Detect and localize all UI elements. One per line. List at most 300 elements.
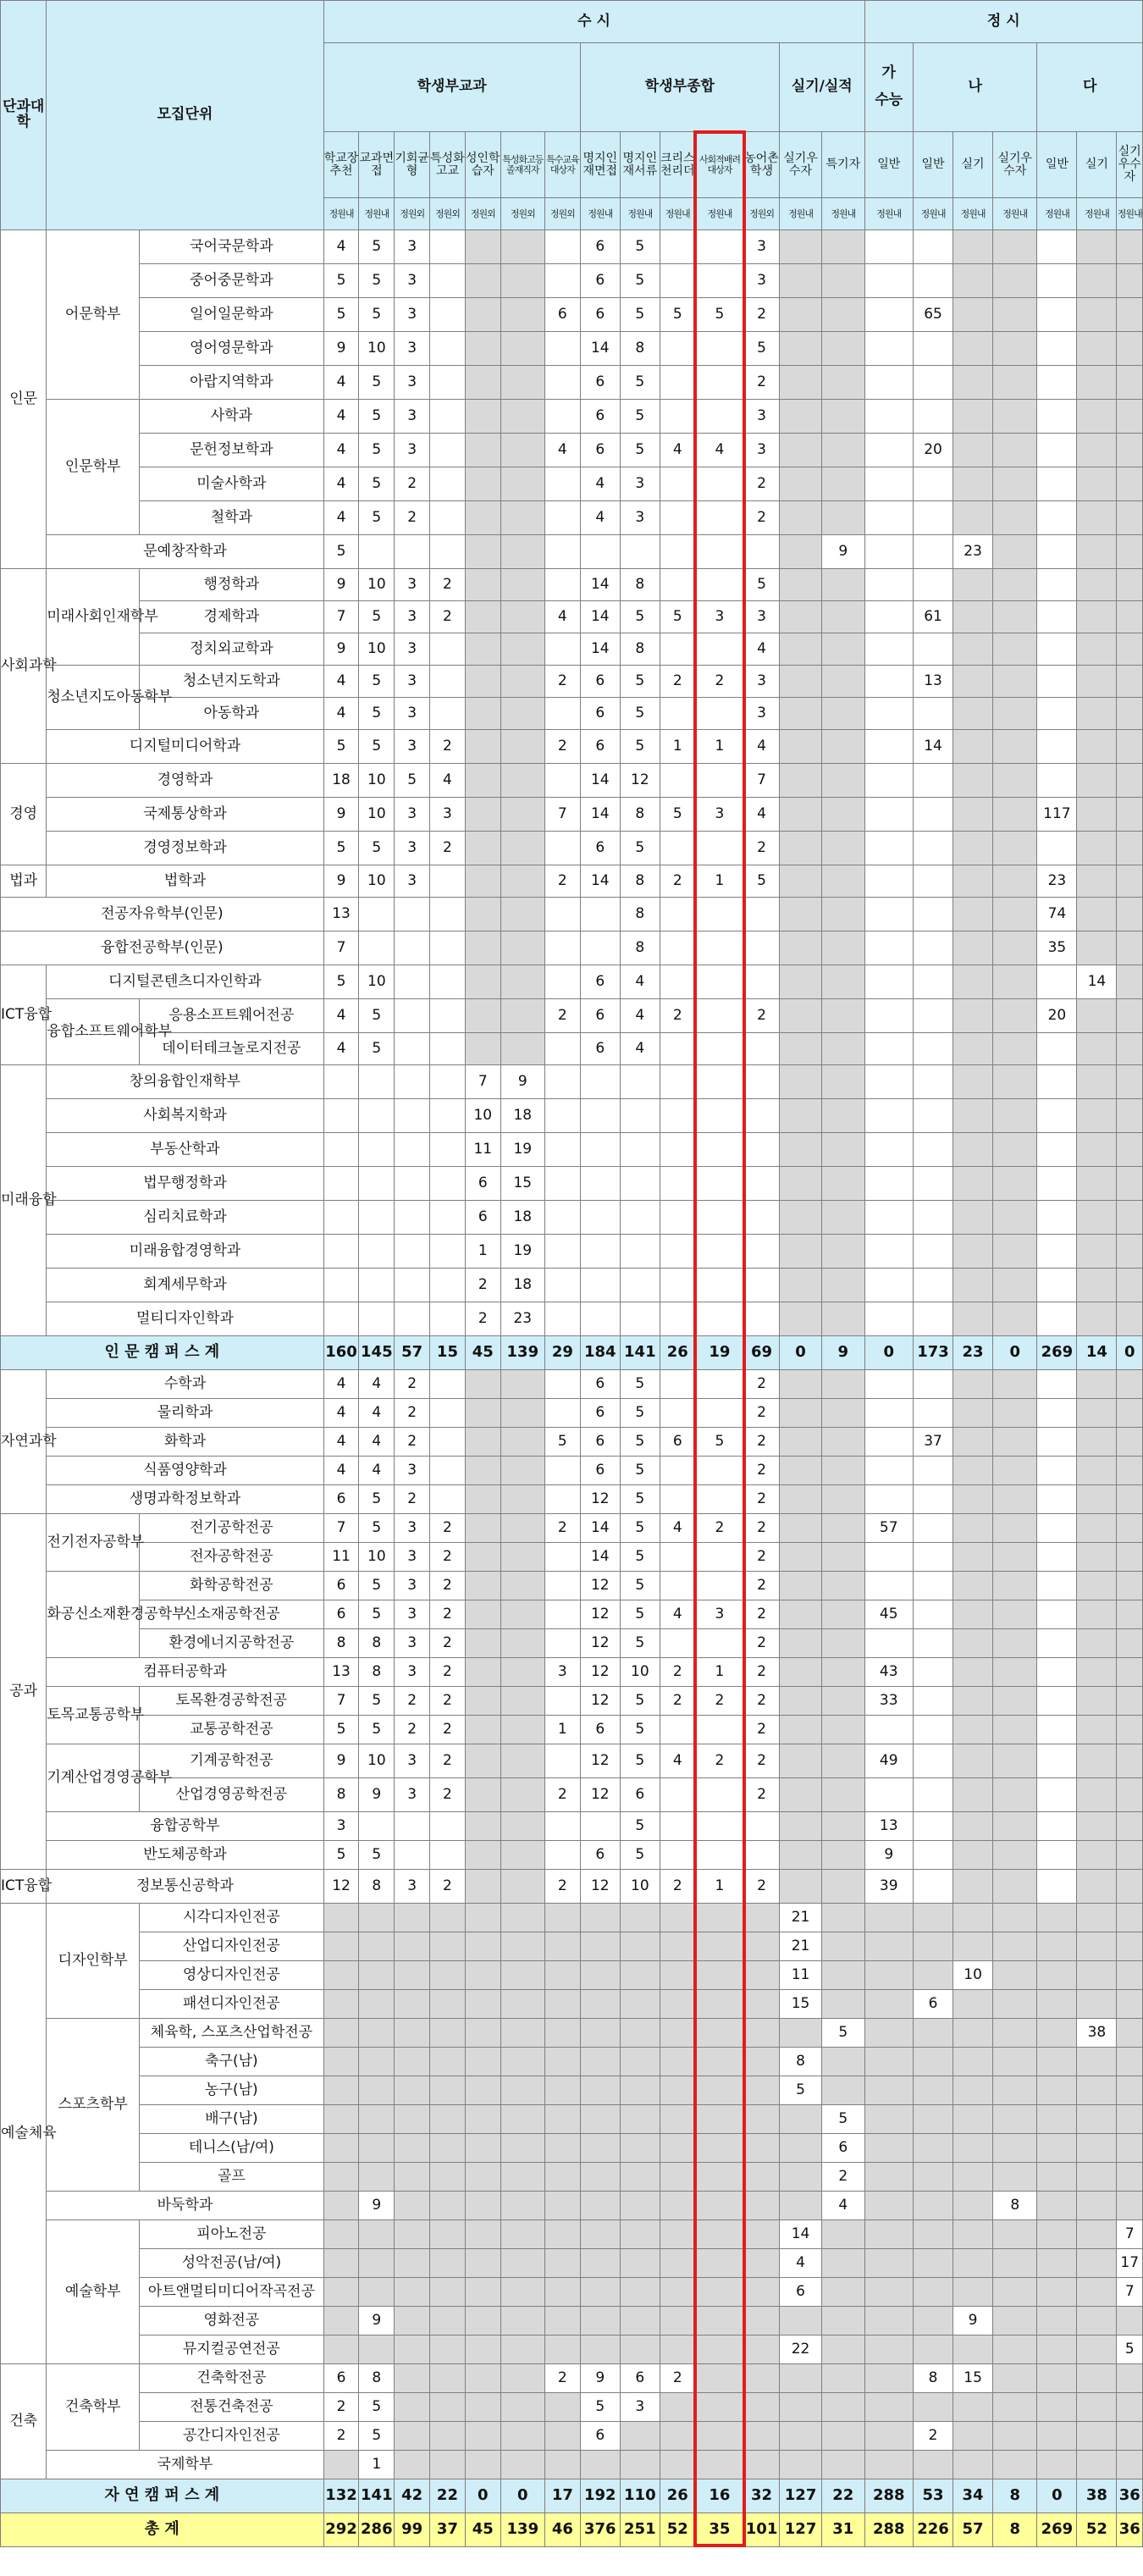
r-cell-19 bbox=[1077, 633, 1117, 666]
s-cell-5 bbox=[500, 2393, 544, 2422]
s-cell-17 bbox=[993, 2076, 1037, 2105]
s-cell-9 bbox=[660, 2451, 695, 2479]
s-cell-8: 5 bbox=[620, 1812, 660, 1841]
r-cell-10: 2 bbox=[695, 666, 744, 698]
r-cell-18: 20 bbox=[1037, 999, 1077, 1033]
s-cell-16 bbox=[953, 1370, 993, 1399]
r-cell-19 bbox=[1077, 434, 1117, 467]
s-cell-10 bbox=[695, 2076, 744, 2105]
r-cell-10 bbox=[695, 501, 744, 535]
s-cell-5 bbox=[500, 2019, 544, 2048]
s-cell-2 bbox=[395, 1812, 430, 1841]
r-cell-12 bbox=[779, 434, 821, 467]
r-cell-6 bbox=[544, 832, 580, 865]
r-cell-9 bbox=[660, 1167, 695, 1201]
r-cell-12 bbox=[779, 865, 821, 898]
r-cell-13 bbox=[822, 1235, 864, 1269]
r-cell-15 bbox=[914, 264, 953, 298]
r-cell-6 bbox=[544, 467, 580, 501]
s-cell-2 bbox=[395, 2278, 430, 2307]
s-cell-14 bbox=[864, 2278, 914, 2307]
r-cell-11: 2 bbox=[744, 467, 780, 501]
s-cell-17 bbox=[993, 2220, 1037, 2249]
s-cell-9 bbox=[660, 1572, 695, 1600]
col-quota-10: 정원내 bbox=[695, 198, 744, 230]
r-cell-9 bbox=[660, 698, 695, 730]
r-cell-17 bbox=[993, 601, 1037, 633]
r-cell-11 bbox=[744, 898, 780, 931]
s-cell-6 bbox=[544, 1399, 580, 1428]
r-cell-9 bbox=[660, 501, 695, 535]
s-cell-2 bbox=[395, 2134, 430, 2163]
r-cell-12 bbox=[779, 666, 821, 698]
s-cell-15 bbox=[914, 2393, 953, 2422]
r-cell-19 bbox=[1077, 1099, 1117, 1133]
s-cell-0: 2 bbox=[323, 2393, 359, 2422]
s-cell-0 bbox=[323, 2192, 359, 2220]
r-cell-7: 14 bbox=[580, 798, 620, 832]
s-cell-3 bbox=[430, 1485, 466, 1514]
r-cell-5 bbox=[500, 264, 544, 298]
r-cell-19 bbox=[1077, 569, 1117, 601]
sum-row-jayeon-cell: 16 bbox=[695, 2479, 744, 2513]
s-cell-8: 5 bbox=[620, 1687, 660, 1716]
r-cell-7: 6 bbox=[580, 698, 620, 730]
r-cell-15: 20 bbox=[914, 434, 953, 467]
r-cell-15 bbox=[914, 1133, 953, 1167]
r-cell-4 bbox=[465, 569, 500, 601]
r-cell-17 bbox=[993, 698, 1037, 730]
s-cell-16 bbox=[953, 1716, 993, 1744]
r-cell-11: 4 bbox=[744, 798, 780, 832]
s-cell-19 bbox=[1077, 2451, 1117, 2479]
r-cell-4 bbox=[465, 698, 500, 730]
s-cell-18 bbox=[1037, 1841, 1077, 1870]
table-row bbox=[1, 467, 1143, 501]
r-cell-1 bbox=[359, 1133, 395, 1167]
r-cell-12 bbox=[779, 1099, 821, 1133]
s-cell-8 bbox=[620, 2422, 660, 2451]
s-cell-18 bbox=[1037, 2105, 1077, 2134]
r-cell-10: 1 bbox=[695, 730, 744, 764]
s-cell-8 bbox=[620, 2105, 660, 2134]
s-cell-15 bbox=[914, 1629, 953, 1658]
sum-row-jayeon-cell: 141 bbox=[359, 2479, 395, 2513]
s-cell-12: 15 bbox=[779, 1990, 821, 2019]
r-cell-8 bbox=[620, 535, 660, 569]
s-cell-6 bbox=[544, 1457, 580, 1485]
r-cell-18 bbox=[1037, 666, 1077, 698]
col-header-6: 특수교육대상자 bbox=[544, 132, 580, 198]
r-cell-15 bbox=[914, 366, 953, 400]
r-cell-7 bbox=[580, 1065, 620, 1099]
r-cell-11: 3 bbox=[744, 434, 780, 467]
s-cell-15 bbox=[914, 1812, 953, 1841]
s-cell-3 bbox=[430, 1841, 466, 1870]
col-quota-4: 정원외 bbox=[465, 198, 500, 230]
unit-name: 심리치료학과 bbox=[47, 1201, 323, 1235]
r-cell-15 bbox=[914, 698, 953, 730]
s-cell-14 bbox=[864, 1428, 914, 1457]
r-cell-3 bbox=[430, 633, 466, 666]
s-cell-9 bbox=[660, 1399, 695, 1428]
r-cell-12 bbox=[779, 898, 821, 931]
s-cell-12 bbox=[779, 2364, 821, 2393]
table-row bbox=[1, 1990, 1143, 2019]
r-cell-11: 2 bbox=[744, 832, 780, 865]
unit-name: 문예창작학과 bbox=[47, 535, 323, 569]
s-cell-9: 2 bbox=[660, 2364, 695, 2393]
r-cell-18 bbox=[1037, 230, 1077, 264]
r-cell-3 bbox=[430, 965, 466, 999]
s-cell-9 bbox=[660, 2422, 695, 2451]
r-cell-17 bbox=[993, 666, 1037, 698]
s-cell-6: 1 bbox=[544, 1716, 580, 1744]
r-cell-18 bbox=[1037, 633, 1077, 666]
r-cell-3 bbox=[430, 1033, 466, 1065]
table-row bbox=[1, 898, 1143, 931]
s-cell-15 bbox=[914, 1370, 953, 1399]
s-cell-1 bbox=[359, 2105, 395, 2134]
s-cell-4 bbox=[465, 2307, 500, 2336]
s-cell-15: 6 bbox=[914, 1990, 953, 2019]
s-cell-4 bbox=[465, 1870, 500, 1904]
r-cell-15 bbox=[914, 1235, 953, 1269]
r-cell-8: 3 bbox=[620, 501, 660, 535]
s-cell-17 bbox=[993, 2451, 1037, 2479]
r-cell-16 bbox=[953, 965, 993, 999]
r-cell-13 bbox=[822, 1065, 864, 1099]
r-cell-10 bbox=[695, 467, 744, 501]
r-cell-13 bbox=[822, 764, 864, 798]
s-cell-19 bbox=[1077, 2220, 1117, 2249]
s-cell-17 bbox=[993, 1370, 1037, 1399]
s-cell-6: 2 bbox=[544, 1870, 580, 1904]
r-cell-10 bbox=[695, 366, 744, 400]
r-cell-6 bbox=[544, 1099, 580, 1133]
s-cell-17 bbox=[993, 2422, 1037, 2451]
total-row-cell: 35 bbox=[695, 2513, 744, 2547]
s-cell-18 bbox=[1037, 2336, 1077, 2364]
sum-row-jayeon-cell: 8 bbox=[993, 2479, 1037, 2513]
r-cell-13 bbox=[822, 264, 864, 298]
unit-name: 정보통신공학과 bbox=[47, 1870, 323, 1904]
table-row bbox=[1, 1370, 1143, 1399]
unit-name: 융합전공학부(인문) bbox=[1, 931, 324, 965]
r-cell-8: 5 bbox=[620, 400, 660, 434]
r-cell-18 bbox=[1037, 1269, 1077, 1302]
s-cell-2: 2 bbox=[395, 1716, 430, 1744]
sum-row-jayeon-cell: 32 bbox=[744, 2479, 780, 2513]
s-cell-8 bbox=[620, 2192, 660, 2220]
sum-row-jayeon-cell: 26 bbox=[660, 2479, 695, 2513]
r-cell-11: 2 bbox=[744, 501, 780, 535]
dept-label: 토목교통공학부 bbox=[47, 1687, 140, 1744]
col-header-4: 성인학습자 bbox=[465, 132, 500, 198]
total-row-cell: 101 bbox=[744, 2513, 780, 2547]
r-cell-13 bbox=[822, 569, 864, 601]
s-cell-10 bbox=[695, 1716, 744, 1744]
s-cell-18 bbox=[1037, 2422, 1077, 2451]
r-cell-9 bbox=[660, 569, 695, 601]
col-header-8: 명지인재서류 bbox=[620, 132, 660, 198]
s-cell-0 bbox=[323, 2105, 359, 2134]
sum-inmun-cell: 0 bbox=[779, 1336, 821, 1370]
s-cell-5 bbox=[500, 1428, 544, 1457]
unit-name: 법학과 bbox=[47, 865, 323, 898]
table-row bbox=[1, 1099, 1143, 1133]
r-cell-7 bbox=[580, 1235, 620, 1269]
col-header-7: 명지인재면접 bbox=[580, 132, 620, 198]
s-cell-5 bbox=[500, 2163, 544, 2192]
dept-label: 인문학부 bbox=[47, 400, 140, 535]
division-label: 법과 bbox=[1, 865, 47, 898]
s-cell-9: 6 bbox=[660, 1428, 695, 1457]
r-cell-2: 3 bbox=[395, 730, 430, 764]
r-cell-2 bbox=[395, 535, 430, 569]
table-row bbox=[1, 965, 1143, 999]
s-cell-8: 6 bbox=[620, 2364, 660, 2393]
r-cell-3: 2 bbox=[430, 569, 466, 601]
r-cell-1: 10 bbox=[359, 633, 395, 666]
s-cell-5 bbox=[500, 2364, 544, 2393]
r-cell-18 bbox=[1037, 467, 1077, 501]
s-cell-14: 13 bbox=[864, 1812, 914, 1841]
s-cell-20 bbox=[1117, 1457, 1143, 1485]
r-cell-16 bbox=[953, 798, 993, 832]
s-cell-4 bbox=[465, 1629, 500, 1658]
r-cell-6: 2 bbox=[544, 730, 580, 764]
r-cell-5 bbox=[500, 865, 544, 898]
s-cell-4 bbox=[465, 1961, 500, 1990]
r-cell-6 bbox=[544, 1235, 580, 1269]
r-cell-9 bbox=[660, 467, 695, 501]
s-cell-16 bbox=[953, 2019, 993, 2048]
r-cell-14 bbox=[864, 832, 914, 865]
r-cell-8 bbox=[620, 1167, 660, 1201]
s-cell-7: 12 bbox=[580, 1687, 620, 1716]
table-row bbox=[1, 535, 1143, 569]
r-cell-17 bbox=[993, 832, 1037, 865]
unit-name: 응용소프트웨어전공 bbox=[140, 999, 323, 1033]
s-cell-20: 7 bbox=[1117, 2278, 1143, 2307]
r-cell-8 bbox=[620, 1235, 660, 1269]
r-cell-13 bbox=[822, 1133, 864, 1167]
r-cell-18 bbox=[1037, 569, 1077, 601]
unit-name: 영어영문학과 bbox=[140, 332, 323, 366]
s-cell-15 bbox=[914, 1514, 953, 1543]
r-cell-14 bbox=[864, 898, 914, 931]
s-cell-9: 2 bbox=[660, 1870, 695, 1904]
r-cell-2: 3 bbox=[395, 434, 430, 467]
sum-inmun-cell: 0 bbox=[993, 1336, 1037, 1370]
s-cell-4 bbox=[465, 2134, 500, 2163]
r-cell-11: 3 bbox=[744, 601, 780, 633]
total-row-cell: 46 bbox=[544, 2513, 580, 2547]
s-cell-10 bbox=[695, 1778, 744, 1812]
col-header-10: 사회적배려대상자 bbox=[695, 132, 744, 198]
r-cell-17 bbox=[993, 798, 1037, 832]
s-cell-17 bbox=[993, 2393, 1037, 2422]
s-cell-1: 5 bbox=[359, 1716, 395, 1744]
r-cell-1: 5 bbox=[359, 730, 395, 764]
r-cell-15 bbox=[914, 1065, 953, 1099]
r-cell-16 bbox=[953, 865, 993, 898]
r-cell-19 bbox=[1077, 931, 1117, 965]
s-cell-17 bbox=[993, 2364, 1037, 2393]
r-cell-14 bbox=[864, 230, 914, 264]
header-ga-suneung: 수능 bbox=[875, 91, 903, 108]
s-cell-15 bbox=[914, 2192, 953, 2220]
r-cell-19 bbox=[1077, 1302, 1117, 1336]
s-cell-14 bbox=[864, 1990, 914, 2019]
s-cell-9 bbox=[660, 2220, 695, 2249]
s-cell-14 bbox=[864, 2192, 914, 2220]
table-row bbox=[1, 1812, 1143, 1841]
r-cell-3 bbox=[430, 1099, 466, 1133]
r-cell-19 bbox=[1077, 1235, 1117, 1269]
r-cell-11 bbox=[744, 1133, 780, 1167]
table-row bbox=[1, 2336, 1143, 2364]
r-cell-6 bbox=[544, 898, 580, 931]
unit-name: 공간디자인전공 bbox=[140, 2422, 323, 2451]
s-cell-8 bbox=[620, 2076, 660, 2105]
s-cell-6: 3 bbox=[544, 1658, 580, 1687]
r-cell-17 bbox=[993, 633, 1037, 666]
table-row bbox=[1, 1961, 1143, 1990]
total-row-cell: 99 bbox=[395, 2513, 430, 2547]
r-cell-5 bbox=[500, 501, 544, 535]
r-cell-12 bbox=[779, 298, 821, 332]
r-cell-2: 3 bbox=[395, 832, 430, 865]
s-cell-7: 6 bbox=[580, 2422, 620, 2451]
s-cell-10 bbox=[695, 1485, 744, 1514]
s-cell-15 bbox=[914, 1961, 953, 1990]
r-cell-3 bbox=[430, 1302, 466, 1336]
s-cell-20 bbox=[1117, 1370, 1143, 1399]
r-cell-18 bbox=[1037, 601, 1077, 633]
s-cell-18 bbox=[1037, 1870, 1077, 1904]
s-cell-13 bbox=[822, 2451, 864, 2479]
r-cell-5 bbox=[500, 798, 544, 832]
s-cell-1: 4 bbox=[359, 1370, 395, 1399]
s-cell-9 bbox=[660, 2249, 695, 2278]
sum-row-inmun bbox=[1, 1336, 1143, 1370]
r-cell-14 bbox=[864, 535, 914, 569]
r-cell-1: 5 bbox=[359, 666, 395, 698]
r-cell-9 bbox=[660, 1033, 695, 1065]
s-cell-0: 4 bbox=[323, 1399, 359, 1428]
r-cell-3: 2 bbox=[430, 832, 466, 865]
s-cell-14 bbox=[864, 1629, 914, 1658]
r-cell-4 bbox=[465, 230, 500, 264]
s-cell-3: 2 bbox=[430, 1870, 466, 1904]
r-cell-0: 5 bbox=[323, 298, 359, 332]
s-cell-17 bbox=[993, 1543, 1037, 1572]
r-cell-15 bbox=[914, 535, 953, 569]
s-cell-2 bbox=[395, 1904, 430, 1932]
s-cell-7 bbox=[580, 2076, 620, 2105]
s-cell-3 bbox=[430, 2393, 466, 2422]
s-cell-7: 14 bbox=[580, 1514, 620, 1543]
s-cell-11 bbox=[744, 2076, 780, 2105]
r-cell-9 bbox=[660, 931, 695, 965]
r-cell-4 bbox=[465, 601, 500, 633]
s-cell-14 bbox=[864, 2163, 914, 2192]
unit-name: 사회복지학과 bbox=[47, 1099, 323, 1133]
s-cell-10 bbox=[695, 1812, 744, 1841]
s-cell-19 bbox=[1077, 2393, 1117, 2422]
r-cell-2: 3 bbox=[395, 400, 430, 434]
s-cell-20 bbox=[1117, 2105, 1143, 2134]
r-cell-13 bbox=[822, 467, 864, 501]
s-cell-19 bbox=[1077, 1744, 1117, 1778]
r-cell-19 bbox=[1077, 1201, 1117, 1235]
r-cell-9 bbox=[660, 366, 695, 400]
unit-name: 아동학과 bbox=[140, 698, 323, 730]
s-cell-12 bbox=[779, 1543, 821, 1572]
r-cell-8: 8 bbox=[620, 798, 660, 832]
r-cell-2 bbox=[395, 965, 430, 999]
r-cell-0: 9 bbox=[323, 633, 359, 666]
col-header-18: 일반 bbox=[1037, 132, 1077, 198]
r-cell-17 bbox=[993, 400, 1037, 434]
s-cell-1: 5 bbox=[359, 2422, 395, 2451]
s-cell-8: 5 bbox=[620, 1428, 660, 1457]
s-cell-16 bbox=[953, 1870, 993, 1904]
s-cell-7: 6 bbox=[580, 1370, 620, 1399]
s-cell-3 bbox=[430, 2364, 466, 2393]
r-cell-16 bbox=[953, 467, 993, 501]
s-cell-11 bbox=[744, 2249, 780, 2278]
r-cell-19 bbox=[1077, 1065, 1117, 1099]
r-cell-15 bbox=[914, 1033, 953, 1065]
s-cell-9 bbox=[660, 2105, 695, 2134]
sum-row-jayeon-cell: 34 bbox=[953, 2479, 993, 2513]
s-cell-11: 2 bbox=[744, 1778, 780, 1812]
col-header-1: 교과면접 bbox=[359, 132, 395, 198]
s-cell-15: 8 bbox=[914, 2364, 953, 2393]
s-cell-20 bbox=[1117, 1990, 1143, 2019]
table-row bbox=[1, 1457, 1143, 1485]
sum-row-jayeon-cell: 22 bbox=[822, 2479, 864, 2513]
s-cell-6 bbox=[544, 1485, 580, 1514]
s-cell-12: 8 bbox=[779, 2048, 821, 2076]
unit-name: 패션디자인전공 bbox=[140, 1990, 323, 2019]
s-cell-17 bbox=[993, 1658, 1037, 1687]
unit-name: 영화전공 bbox=[140, 2307, 323, 2336]
r-cell-18 bbox=[1037, 1201, 1077, 1235]
s-cell-16 bbox=[953, 1514, 993, 1543]
s-cell-16 bbox=[953, 1485, 993, 1514]
s-cell-18 bbox=[1037, 1399, 1077, 1428]
r-cell-20 bbox=[1117, 332, 1143, 366]
r-cell-17 bbox=[993, 501, 1037, 535]
s-cell-20 bbox=[1117, 2163, 1143, 2192]
unit-name: 경영학과 bbox=[47, 764, 323, 798]
s-cell-5 bbox=[500, 2220, 544, 2249]
dept-label: 스포츠학부 bbox=[47, 2019, 140, 2192]
s-cell-15 bbox=[914, 1744, 953, 1778]
s-cell-5 bbox=[500, 1870, 544, 1904]
s-cell-4 bbox=[465, 1457, 500, 1485]
r-cell-9 bbox=[660, 1235, 695, 1269]
r-cell-1: 5 bbox=[359, 698, 395, 730]
s-cell-17 bbox=[993, 2163, 1037, 2192]
unit-name: 바둑학과 bbox=[47, 2192, 323, 2220]
sum-row-jayeon-cell: 17 bbox=[544, 2479, 580, 2513]
s-cell-5 bbox=[500, 1744, 544, 1778]
